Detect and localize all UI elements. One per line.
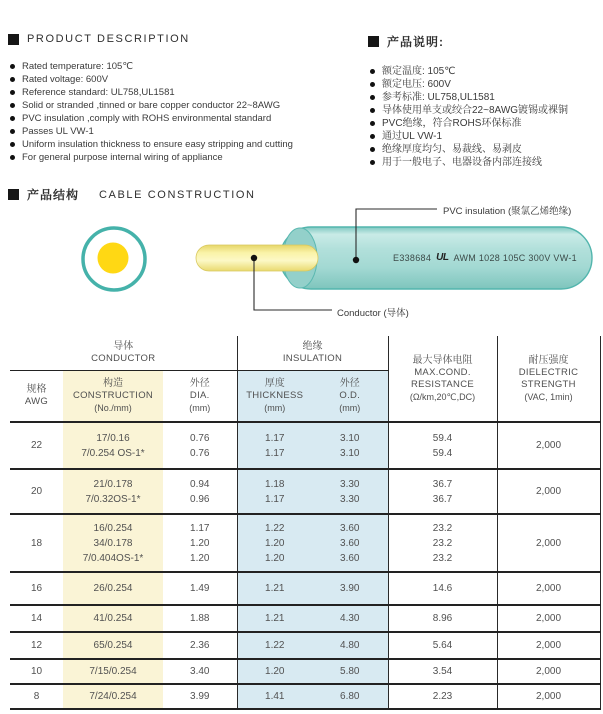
resistance-cell: 2.23 (388, 684, 497, 709)
group-header-row (10, 336, 600, 370)
table-body (10, 422, 600, 709)
resistance-cell: 14.6 (388, 572, 497, 605)
insulation-group-header (237, 336, 388, 370)
table-row (10, 572, 600, 605)
list-item (10, 125, 362, 138)
awg-cell: 8 (10, 684, 63, 709)
dia-column-header (163, 370, 237, 422)
list-item-text: 用于一般电子、电器设备内部连接线 (382, 157, 542, 168)
list-item-text: 参考标准: UL758,UL1581 (382, 92, 495, 103)
awg-column-header (10, 370, 63, 422)
od-cell: 4.80 (312, 632, 388, 659)
list-item-text: Uniform insulation thickness to ensure easy stripping and cutting (22, 139, 293, 150)
dielectric-cell: 2,000 (497, 514, 600, 572)
group-label-zh: 绝缘 (302, 340, 323, 352)
construction-column-header (63, 370, 163, 422)
construction-cell: 65/0.254 (63, 632, 163, 659)
list-item-text: 绝缘厚度均匀、易裁线、易剥皮 (382, 144, 522, 155)
conductor-group-header (10, 336, 237, 370)
list-item (10, 60, 362, 73)
construction-cell: 7/15/0.254 (63, 659, 163, 684)
list-item (370, 130, 600, 143)
table-row (10, 684, 600, 709)
dielectric-cell: 2,000 (497, 632, 600, 659)
list-item (370, 91, 600, 104)
bullet-icon (370, 108, 375, 113)
list-item-text: 额定电压: 600V (382, 79, 451, 90)
table-row (10, 659, 600, 684)
col-label-en: MAX.COND. (414, 366, 471, 378)
list-item (10, 86, 362, 99)
col-label-zh: 规格 (26, 383, 47, 395)
cable-spec: AWM 1028 105C 300V VW-1 (453, 252, 577, 263)
dia-cell: 1.88 (163, 605, 237, 632)
thickness-cell: 1.22 (237, 632, 312, 659)
black-square-icon (8, 34, 19, 45)
description-list-en (10, 60, 362, 164)
cross-section-conductor-core (98, 243, 129, 274)
bullet-icon (10, 116, 15, 121)
pvc-insulation-label: PVC insulation (聚氯乙烯绝缘) (443, 206, 572, 217)
list-item-text: 通过UL VW-1 (382, 131, 443, 142)
dielectric-cell: 2,000 (497, 684, 600, 709)
col-label-en: AWG (24, 395, 49, 407)
dielectric-cell: 2,000 (497, 659, 600, 684)
col-label-en: RESISTANCE (410, 378, 474, 390)
group-label-zh: 导体 (113, 340, 134, 352)
list-item (10, 73, 362, 86)
dielectric-cell: 2,000 (497, 605, 600, 632)
section-title-product-description (8, 33, 362, 45)
resistance-cell: 59.4 59.4 (388, 422, 497, 469)
resistance-cell: 23.2 23.2 23.2 (388, 514, 497, 572)
list-item-text: 导体使用单支或绞合22~8AWG镀锡或裸铜 (382, 105, 569, 116)
thickness-cell: 1.17 1.17 (237, 422, 312, 469)
bullet-icon (370, 134, 375, 139)
bullet-icon (370, 69, 375, 74)
section-title-product-description-zh (368, 33, 600, 50)
thickness-column-header (237, 370, 312, 422)
list-item-text: 额定温度: 105℃ (382, 66, 456, 77)
cert-number: E338684 (393, 252, 432, 263)
list-item (370, 104, 600, 117)
col-label-zh: 构造 (103, 377, 123, 389)
ul-mark-icon: UL (436, 252, 449, 263)
section-title-zh: 产品结构 (27, 188, 80, 202)
table-row (10, 605, 600, 632)
construction-cell: 17/0.16 7/0.254 OS-1* (63, 422, 163, 469)
table-header (10, 336, 600, 422)
specification-table (10, 336, 601, 710)
cable-diagram (0, 200, 603, 336)
dia-cell: 2.36 (163, 632, 237, 659)
col-label-zh: 外径 (339, 377, 360, 389)
thickness-cell: 1.20 (237, 659, 312, 684)
list-item (10, 138, 362, 151)
list-item (10, 112, 362, 125)
group-label-en: CONDUCTOR (91, 352, 156, 364)
black-square-icon (8, 189, 19, 200)
col-label-en: DIA. (189, 389, 210, 401)
list-item-text: PVC绝缘，符合ROHS环保标准 (382, 118, 522, 129)
col-unit: (No./mm) (94, 402, 132, 413)
cable-print-text (378, 252, 592, 263)
black-square-icon (368, 36, 379, 47)
col-unit: (mm) (264, 402, 286, 413)
construction-cell: 41/0.254 (63, 605, 163, 632)
col-unit: (VAC, 1min) (524, 391, 573, 402)
table-row (10, 632, 600, 659)
dia-cell: 0.76 0.76 (163, 422, 237, 469)
bullet-icon (10, 129, 15, 134)
thickness-cell: 1.22 1.20 1.20 (237, 514, 312, 572)
bullet-icon (10, 155, 15, 160)
bullet-icon (10, 103, 15, 108)
construction-cell: 7/24/0.254 (63, 684, 163, 709)
bullet-icon (370, 95, 375, 100)
list-item-text: For general purpose internal wiring of appliance (22, 152, 223, 163)
conductor-label: Conductor (导体) (337, 308, 409, 319)
od-cell: 3.10 3.10 (312, 422, 388, 469)
list-item-text: PVC insulation ,comply with ROHS environmental standard (22, 113, 272, 124)
bullet-icon (10, 142, 15, 147)
col-label-zh: 最大导体电阻 (412, 354, 473, 366)
od-cell: 3.90 (312, 572, 388, 605)
col-label-zh: 耐压强度 (528, 354, 569, 366)
conductor-leader-dot (251, 255, 257, 261)
col-unit: (Ω/km,20℃,DC) (409, 391, 476, 402)
list-item (370, 65, 600, 78)
resistance-cell: 8.96 (388, 605, 497, 632)
bullet-icon (10, 90, 15, 95)
list-item (370, 117, 600, 130)
list-item-text: Rated voltage: 600V (22, 74, 109, 85)
bullet-icon (370, 160, 375, 165)
group-label-en: INSULATION (282, 352, 343, 364)
section-title-en: CABLE CONSTRUCTION (99, 188, 256, 201)
bullet-icon (370, 82, 375, 87)
construction-cell: 26/0.254 (63, 572, 163, 605)
list-item (10, 151, 362, 164)
bullet-icon (10, 64, 15, 69)
thickness-cell: 1.41 (237, 684, 312, 709)
od-cell: 6.80 (312, 684, 388, 709)
col-label-en: O.D. (339, 389, 361, 401)
list-item-text: Rated temperature: 105℃ (22, 61, 134, 72)
awg-cell: 22 (10, 422, 63, 469)
od-cell: 3.30 3.30 (312, 469, 388, 514)
thickness-cell: 1.21 (237, 605, 312, 632)
col-label-zh: 外径 (189, 377, 210, 389)
product-description-en (8, 33, 362, 164)
list-item-text: Solid or stranded ,tinned or bare copper conductor 22~8AWG (22, 100, 281, 111)
description-list-zh (370, 65, 600, 169)
construction-cell: 16/0.254 34/0.178 7/0.404OS-1* (63, 514, 163, 572)
bullet-icon (10, 77, 15, 82)
pvc-leader-dot (353, 257, 359, 263)
col-label-en: STRENGTH (521, 378, 576, 390)
dia-cell: 3.99 (163, 684, 237, 709)
list-item-text: Passes UL VW-1 (22, 126, 94, 137)
dia-cell: 1.17 1.20 1.20 (163, 514, 237, 572)
dielectric-cell: 2,000 (497, 572, 600, 605)
awg-cell: 12 (10, 632, 63, 659)
awg-cell: 16 (10, 572, 63, 605)
table-row (10, 514, 600, 572)
resistance-cell: 36.7 36.7 (388, 469, 497, 514)
resistance-cell: 5.64 (388, 632, 497, 659)
resistance-column-header (388, 336, 497, 422)
col-unit: (mm) (339, 402, 361, 413)
dia-cell: 1.49 (163, 572, 237, 605)
dia-cell: 3.40 (163, 659, 237, 684)
dielectric-cell: 2,000 (497, 469, 600, 514)
od-cell: 4.30 (312, 605, 388, 632)
section-title-text: 产品说明: (387, 35, 444, 49)
list-item-text: Reference standard: UL758,UL1581 (22, 87, 175, 98)
section-title-text: PRODUCT DESCRIPTION (27, 33, 190, 45)
list-item (370, 78, 600, 91)
dia-cell: 0.94 0.96 (163, 469, 237, 514)
awg-cell: 10 (10, 659, 63, 684)
construction-cell: 21/0.178 7/0.32OS-1* (63, 469, 163, 514)
bullet-icon (370, 147, 375, 152)
product-description-zh (368, 33, 600, 169)
awg-cell: 20 (10, 469, 63, 514)
awg-cell: 18 (10, 514, 63, 572)
dielectric-column-header (497, 336, 600, 422)
col-label-en: DIELECTRIC (518, 366, 579, 378)
list-item (370, 143, 600, 156)
list-item (370, 156, 600, 169)
col-label-en: THICKNESS (246, 389, 304, 401)
table-row (10, 469, 600, 514)
table-row (10, 422, 600, 469)
col-unit: (mm) (189, 402, 211, 413)
col-label-zh: 厚度 (264, 377, 285, 389)
list-item (10, 99, 362, 112)
od-cell: 3.60 3.60 3.60 (312, 514, 388, 572)
resistance-cell: 3.54 (388, 659, 497, 684)
thickness-cell: 1.18 1.17 (237, 469, 312, 514)
awg-cell: 14 (10, 605, 63, 632)
thickness-cell: 1.21 (237, 572, 312, 605)
od-column-header (312, 370, 388, 422)
cable-diagram-graphic (0, 200, 603, 336)
bullet-icon (370, 121, 375, 126)
dielectric-cell: 2,000 (497, 422, 600, 469)
col-label-en: CONSTRUCTION (72, 389, 154, 401)
od-cell: 5.80 (312, 659, 388, 684)
